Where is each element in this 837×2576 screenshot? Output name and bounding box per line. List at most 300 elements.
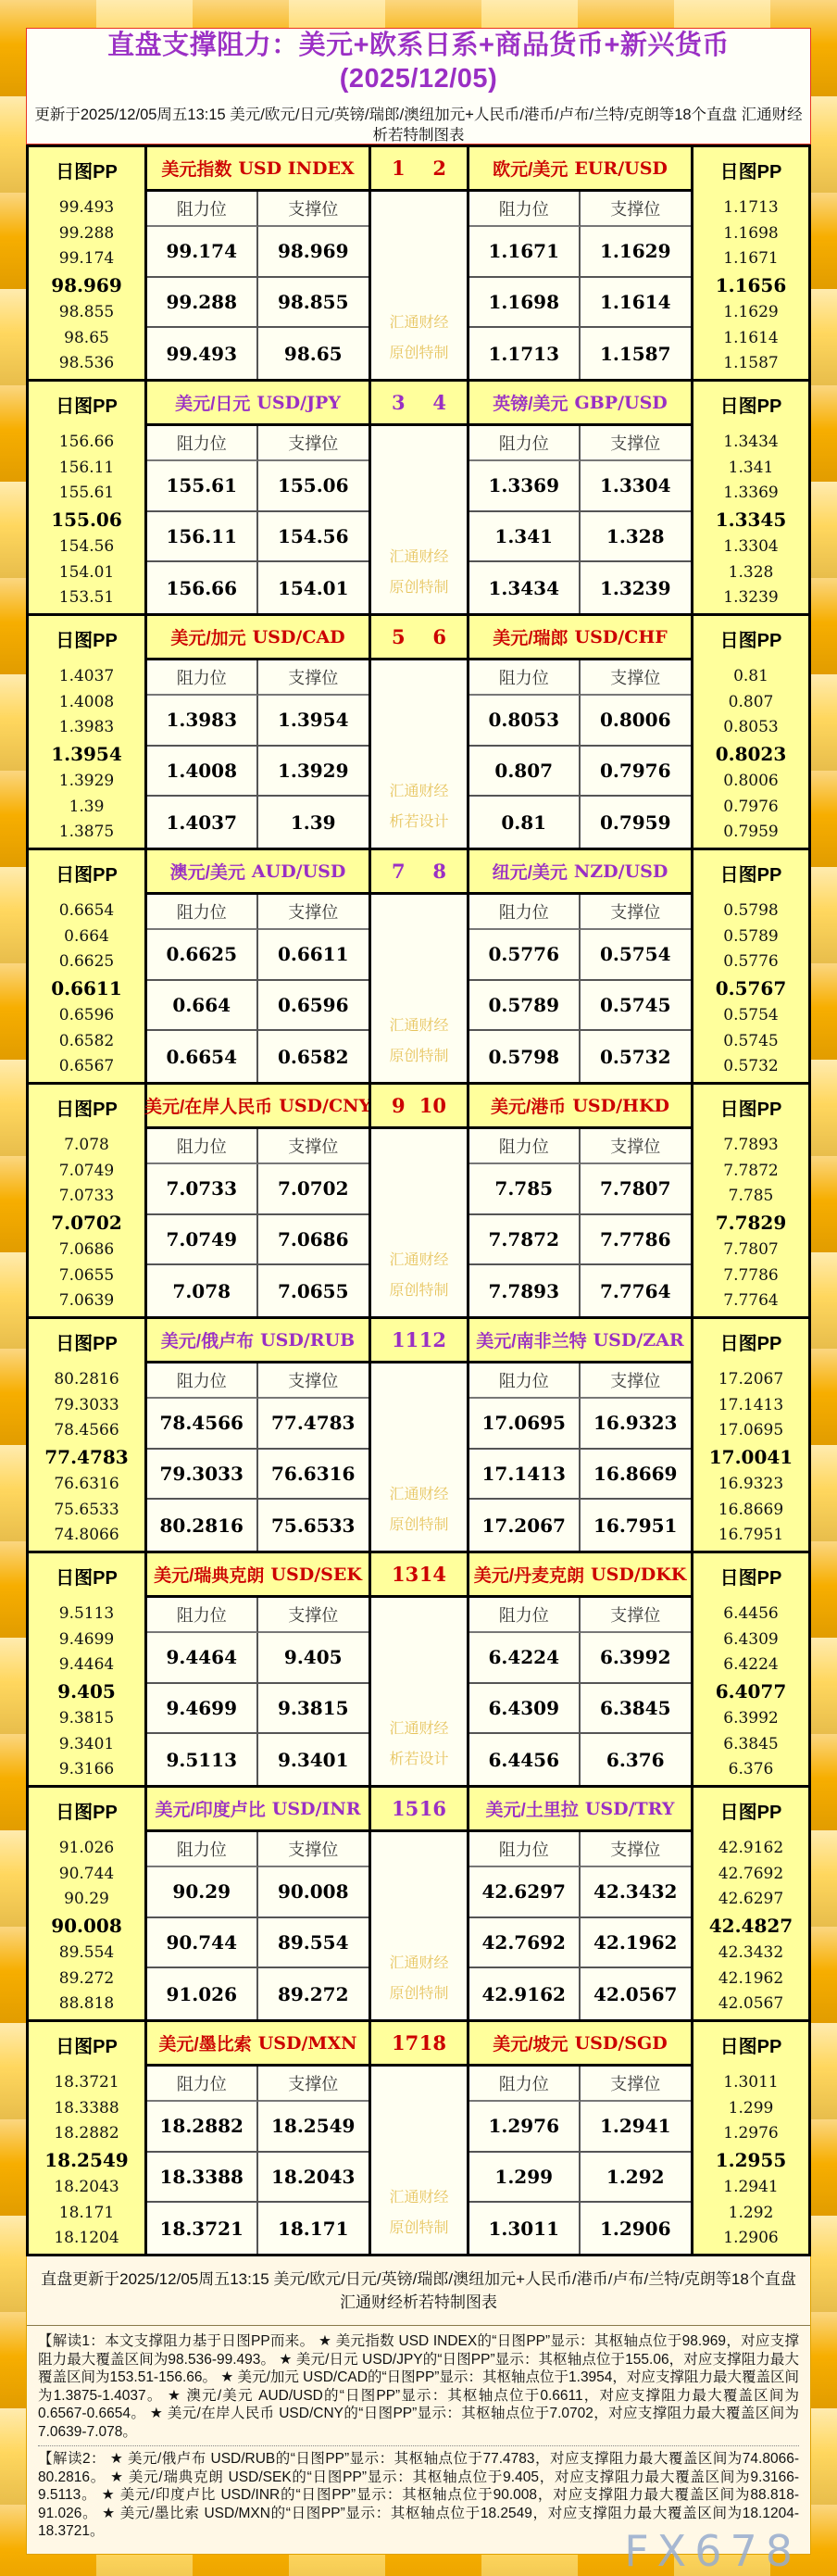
- support-column-header: 支撑位: [581, 192, 692, 227]
- pp-level-value: 98.855: [58, 303, 115, 322]
- pp-column-left: [29, 147, 144, 379]
- pp-level-value: 0.5798: [723, 901, 779, 921]
- pp-level-value: 1.3369: [723, 483, 779, 502]
- interpretation-divider: [38, 2445, 799, 2446]
- pair-index-body: [371, 660, 467, 848]
- support-column-header: 支撑位: [581, 1598, 692, 1633]
- pp-level-value: 18.2882: [54, 2123, 119, 2142]
- resistance-value: 7.0733: [147, 1164, 258, 1215]
- resistance-column-header: 阻力位: [147, 1129, 258, 1164]
- currency-pair-block: [29, 1785, 808, 2019]
- pp-level-value: 98.536: [58, 353, 115, 372]
- pp-level-value: 42.1962: [718, 1968, 784, 1988]
- pair-index-left: 1: [392, 157, 406, 180]
- currency-title: [147, 850, 369, 895]
- support-value: 18.171: [277, 2217, 349, 2240]
- support-value: 0.6582: [277, 1045, 349, 1068]
- support-value: 7.7807: [581, 1164, 692, 1215]
- pp-header-label: 日图PP: [719, 161, 782, 182]
- currency-table: [144, 147, 369, 379]
- currency-name-en: USD/TRY: [584, 1798, 675, 1819]
- pair-index-right: 18: [418, 2031, 446, 2055]
- pp-column-right: [691, 2022, 808, 2254]
- pair-index-body: [371, 1832, 467, 2019]
- support-resistance-grid: [469, 895, 691, 1082]
- pp-pivot-value: 7.0702: [51, 1212, 122, 1234]
- site-watermark-line: 原创特制: [389, 2220, 449, 2237]
- pp-level-value: 9.3401: [58, 1734, 115, 1753]
- pp-level-value: 6.4456: [723, 1604, 779, 1624]
- pair-index-body: [371, 426, 467, 613]
- pp-level-value: 16.7951: [718, 1525, 784, 1544]
- resistance-value: 91.026: [147, 1968, 258, 2019]
- currency-table: [467, 147, 691, 379]
- title-box: [26, 28, 811, 145]
- pp-level-value: 17.1413: [718, 1395, 784, 1414]
- support-value: 0.6596: [258, 981, 369, 1032]
- site-watermark-line: 原创特制: [389, 1283, 449, 1300]
- support-resistance-grid: [469, 2067, 691, 2254]
- resistance-value: 0.5798: [469, 1031, 581, 1082]
- currency-table: [467, 616, 691, 848]
- pp-level-value: 42.6297: [718, 1889, 784, 1908]
- support-resistance-grid: [147, 1598, 369, 1785]
- pp-level-value: 7.0733: [58, 1186, 115, 1205]
- currency-title: [469, 1085, 691, 1129]
- pp-level-list: [29, 1832, 144, 2019]
- pp-level-value: 1.299: [728, 2098, 774, 2117]
- pp-level-value: 6.3845: [723, 1734, 779, 1753]
- currency-name-cn: 美元指数: [161, 160, 232, 180]
- pp-level-value: 7.078: [64, 1136, 109, 1155]
- site-watermark: [371, 1479, 467, 1541]
- support-value: 0.5754: [581, 930, 692, 981]
- resistance-column-header: 阻力位: [147, 1598, 258, 1633]
- pair-index-header: [371, 1319, 467, 1363]
- pair-index-column: [369, 1788, 467, 2019]
- pp-column-right: [691, 1553, 808, 1785]
- pp-level-value: 17.2067: [718, 1370, 784, 1389]
- support-column-header: 支撑位: [258, 192, 369, 227]
- pp-level-value: 0.6654: [58, 901, 115, 921]
- site-watermark-line: 原创特制: [389, 1517, 449, 1534]
- pair-index-column: [369, 2022, 467, 2254]
- pp-header-label: 日图PP: [719, 396, 782, 417]
- support-resistance-grid: [469, 1598, 691, 1785]
- pp-level-value: 0.81: [733, 667, 768, 686]
- pp-level-value: 89.272: [58, 1968, 115, 1988]
- currency-name-cn: 美元/南非兰特: [476, 1332, 587, 1351]
- currency-name-cn: 纽元/美元: [492, 863, 568, 883]
- currency-name-cn: 美元/瑞典克朗: [154, 1566, 265, 1586]
- pp-level-value: 6.3992: [723, 1709, 779, 1728]
- resistance-value: 17.0695: [469, 1399, 581, 1450]
- interpretation-2: 【解读2： ★ 美元/俄卢布 USD/RUB的“日图PP”显示：其枢轴点位于77.4783，对应支撑阻力最大覆盖区间为74.8066-80.2816。 ★ 美元/瑞典克朗 USD/SEK的“日图PP”显示：其枢轴点位于9.405，对应支撑阻力最大覆盖区间为9.3166-9.5113。 ★ 美元/印度卢比 USD/INR的“日图PP”显示：其枢轴点位于90.008，对应支撑阻力最大覆盖区间为88.818-91.026。 ★ 美元/墨比索 USD/MXN的“日图PP”显示：其枢轴点位于18.2549，对应支撑阻力最大覆盖区间为18.1204-18.3721。: [38, 2451, 799, 2539]
- support-value: 7.0686: [258, 1215, 369, 1266]
- currency-name-cn: 美元/日元: [175, 395, 251, 414]
- support-resistance-grid: [469, 1129, 691, 1316]
- pp-header-label: 日图PP: [719, 1802, 782, 1823]
- pp-level-value: 154.01: [58, 562, 115, 582]
- resistance-column-header: 阻力位: [469, 1832, 581, 1867]
- pp-level-value: 7.7764: [723, 1290, 779, 1310]
- site-watermark-line: 汇通财经: [389, 783, 449, 799]
- pp-level-value: 76.6316: [54, 1475, 119, 1494]
- pair-index-left: 15: [392, 1797, 419, 1820]
- currency-title: [147, 2022, 369, 2067]
- pair-index-left: 17: [392, 2031, 419, 2055]
- pp-level-value: 7.7807: [723, 1240, 779, 1260]
- currency-name-en: USD/CNY: [279, 1095, 372, 1116]
- support-column-header: 支撑位: [258, 1129, 369, 1164]
- site-watermark: [371, 1011, 467, 1073]
- resistance-value: 1.4037: [147, 797, 258, 848]
- pp-level-list: [29, 2067, 144, 2254]
- support-value: 1.2941: [581, 2102, 692, 2153]
- pair-index-body: [371, 1598, 467, 1785]
- resistance-value: 18.2882: [147, 2102, 258, 2153]
- currency-table: [144, 382, 369, 613]
- support-resistance-grid: [147, 192, 369, 379]
- support-value: 0.5745: [581, 981, 692, 1032]
- site-watermark: [371, 776, 467, 838]
- pp-level-value: 6.4309: [723, 1629, 779, 1649]
- pp-level-value: 1.1629: [723, 303, 779, 322]
- currency-name-cn: 美元/印度卢比: [155, 1801, 266, 1820]
- pp-level-value: 0.664: [64, 926, 109, 946]
- pair-index-body: [371, 192, 467, 379]
- pp-column-left: [29, 1085, 144, 1316]
- pp-column-right: [691, 382, 808, 613]
- pp-pivot-value: 0.6611: [51, 977, 122, 999]
- pp-level-value: 156.11: [58, 458, 115, 477]
- resistance-value: 1.3011: [469, 2203, 581, 2254]
- resistance-value: 18.3721: [147, 2203, 258, 2254]
- support-column-header: 支撑位: [581, 2067, 692, 2102]
- pp-header-label: 日图PP: [719, 2036, 782, 2057]
- pp-column-left: [29, 850, 144, 1082]
- support-column-header: 支撑位: [258, 2067, 369, 2102]
- pp-level-value: 1.3304: [723, 537, 779, 557]
- pp-level-list: [693, 895, 808, 1082]
- support-value: 42.1962: [581, 1918, 692, 1969]
- currency-name-cn: 澳元/美元: [169, 863, 245, 883]
- resistance-value: 17.2067: [469, 1500, 581, 1551]
- resistance-value: 99.288: [147, 278, 258, 329]
- pp-level-value: 0.6567: [58, 1056, 115, 1075]
- support-value: 7.0702: [258, 1164, 369, 1215]
- pp-header-label: 日图PP: [56, 396, 118, 417]
- resistance-value: 155.61: [147, 461, 258, 512]
- pp-level-value: 17.0695: [718, 1420, 784, 1439]
- support-value: 9.405: [258, 1633, 369, 1684]
- resistance-column-header: 阻力位: [469, 1129, 581, 1164]
- resistance-column-header: 阻力位: [147, 1832, 258, 1867]
- pair-index-header: [371, 1085, 467, 1129]
- support-value: 0.6611: [258, 930, 369, 981]
- currency-title: [469, 2022, 691, 2067]
- currency-name-cn: 美元/丹麦克朗: [473, 1566, 585, 1586]
- support-value: 154.56: [258, 512, 369, 563]
- pair-index-column: [369, 616, 467, 848]
- currency-title: [469, 382, 691, 426]
- support-value: 98.855: [258, 278, 369, 329]
- resistance-column-header: 阻力位: [147, 1363, 258, 1399]
- support-value: 6.376: [606, 1748, 665, 1771]
- site-watermark: [371, 2182, 467, 2244]
- currency-pair-block: [29, 379, 808, 613]
- pp-level-value: 18.1204: [54, 2228, 119, 2247]
- pp-level-value: 1.341: [728, 458, 774, 477]
- site-watermark-line: 原创特制: [389, 1986, 449, 2003]
- pair-index-right: 2: [432, 157, 446, 180]
- resistance-value: 79.3033: [147, 1450, 258, 1501]
- resistance-value: 7.7893: [469, 1265, 581, 1316]
- pp-level-value: 1.1713: [723, 198, 779, 218]
- resistance-value: 1.3369: [469, 461, 581, 512]
- pp-pivot-value: 1.2955: [715, 2149, 787, 2171]
- support-value: 1.1614: [581, 278, 692, 329]
- resistance-column-header: 阻力位: [469, 2067, 581, 2102]
- pp-level-value: 6.4224: [723, 1654, 779, 1674]
- pair-index-right: 6: [432, 625, 446, 648]
- pp-level-value: 99.493: [58, 198, 115, 218]
- support-column-header: 支撑位: [581, 1363, 692, 1399]
- resistance-value: 90.29: [147, 1867, 258, 1918]
- pp-level-value: 75.6533: [54, 1500, 119, 1519]
- currency-name-cn: 美元/墨比索: [158, 2035, 252, 2055]
- pp-header-label: 日图PP: [56, 630, 118, 651]
- pp-level-value: 153.51: [58, 587, 115, 607]
- currency-title: [469, 850, 691, 895]
- support-value: 42.0567: [593, 1982, 678, 2005]
- support-value: 42.3432: [581, 1867, 692, 1918]
- resistance-value: 42.7692: [469, 1918, 581, 1969]
- pp-level-value: 1.3929: [58, 772, 115, 791]
- support-value: 154.01: [277, 576, 349, 599]
- page-title: 直盘支撑阻力：美元+欧系日系+商品货币+新兴货币(2025/12/05): [107, 30, 730, 94]
- support-value: 1.3304: [581, 461, 692, 512]
- resistance-value: 99.174: [147, 227, 258, 278]
- pp-level-value: 1.1614: [723, 328, 779, 347]
- pp-level-value: 16.8669: [718, 1500, 784, 1519]
- currency-name-en: USD/CAD: [252, 626, 345, 647]
- resistance-value: 18.3388: [147, 2153, 258, 2204]
- resistance-value: 6.4456: [469, 1734, 581, 1785]
- interpretation-1: 【解读1：本文支撑阻力基于日图PP而来。 ★ 美元指数 USD INDEX的“日图PP”显示：其枢轴点位于98.969，对应支撑阻力最大覆盖区间为98.536-99.493。 ★ 美元/日元 USD/JPY的“日图PP”显示：其枢轴点位于155.06，对应支撑阻力最大覆盖区间为153.51-156.66。 ★ 美元/加元 USD/CAD的“日图PP”显示：其枢轴点位于1.3954，对应支撑阻力最大覆盖区间为1.3875-1.4037。 ★ 澳元/美元 AUD/USD的“日图PP”显示：其枢轴点位于0.6611，对应支撑阻力最大覆盖区间为0.6567-0.6654。 ★ 美元/在岸人民币 USD/CNY的“日图PP”显示：其枢轴点位于7.0702，对应支撑阻力最大覆盖区间为7.0639-7.078。: [38, 2333, 799, 2440]
- pp-level-value: 1.1698: [723, 223, 779, 243]
- resistance-value: 7.7872: [469, 1215, 581, 1266]
- pp-level-value: 0.6625: [58, 951, 115, 971]
- pp-pivot-value: 1.1656: [715, 274, 787, 296]
- currency-table: [144, 1553, 369, 1785]
- pp-level-value: 6.376: [728, 1759, 774, 1778]
- support-resistance-grid: [147, 1129, 369, 1316]
- pp-level-value: 0.807: [728, 692, 774, 711]
- pp-pivot-value: 1.3954: [51, 743, 122, 765]
- pair-index-right: 10: [418, 1094, 446, 1117]
- pair-index-column: [369, 1553, 467, 1785]
- pp-column-right: [691, 1085, 808, 1316]
- pp-level-list: [693, 1129, 808, 1316]
- pp-level-value: 9.5113: [58, 1604, 115, 1624]
- pp-level-value: 42.7692: [718, 1864, 784, 1883]
- pp-level-list: [693, 2067, 808, 2254]
- pp-level-value: 9.3815: [58, 1709, 115, 1728]
- pp-column-right: [691, 147, 808, 379]
- support-value: 89.272: [277, 1982, 349, 2005]
- pp-level-list: [29, 1129, 144, 1316]
- currency-pair-block: [29, 1082, 808, 1316]
- currency-name-en: EUR/USD: [574, 157, 668, 179]
- pp-header-label: 日图PP: [56, 2036, 118, 2057]
- site-watermark-line: 析若设计: [389, 1752, 449, 1768]
- pair-index-right: 14: [418, 1563, 446, 1586]
- pp-level-list: [29, 660, 144, 848]
- currency-table: [467, 1553, 691, 1785]
- currency-pair-block: [29, 613, 808, 848]
- pp-level-value: 7.7893: [723, 1136, 779, 1155]
- pp-header-label: 日图PP: [56, 864, 118, 886]
- pp-pivot-value: 9.405: [57, 1680, 116, 1703]
- resistance-value: 80.2816: [147, 1500, 258, 1551]
- pp-pivot-value: 42.4827: [708, 1915, 793, 1937]
- pp-column-left: [29, 1553, 144, 1785]
- support-value: 7.7764: [599, 1279, 671, 1302]
- pair-index-header: [371, 616, 467, 660]
- support-resistance-grid: [147, 1363, 369, 1551]
- pp-level-value: 1.3983: [58, 717, 115, 736]
- pp-level-value: 9.4699: [58, 1629, 115, 1649]
- pair-index-left: 9: [392, 1094, 406, 1117]
- currency-title: [147, 1319, 369, 1363]
- resistance-value: 1.1698: [469, 278, 581, 329]
- pp-level-value: 91.026: [58, 1839, 115, 1858]
- support-value: 16.8669: [581, 1450, 692, 1501]
- currency-name-en: USD/ZAR: [593, 1329, 684, 1351]
- pp-level-value: 0.8053: [723, 717, 779, 736]
- support-value: 89.554: [258, 1918, 369, 1969]
- resistance-value: 0.8053: [469, 696, 581, 747]
- resistance-column-header: 阻力位: [469, 660, 581, 696]
- resistance-value: 9.5113: [147, 1734, 258, 1785]
- currency-name-cn: 英镑/美元: [493, 395, 568, 414]
- pp-level-value: 16.9323: [718, 1475, 784, 1494]
- pp-column-right: [691, 850, 808, 1082]
- pp-level-value: 9.3166: [58, 1759, 115, 1778]
- pp-pivot-value: 0.5767: [715, 977, 787, 999]
- pp-level-value: 90.744: [58, 1864, 115, 1883]
- support-value: 1.1629: [581, 227, 692, 278]
- support-column-header: 支撑位: [258, 1598, 369, 1633]
- support-value: 1.39: [290, 810, 336, 834]
- currency-name-cn: 美元/俄卢布: [160, 1332, 255, 1351]
- support-value: 0.7959: [599, 810, 671, 834]
- resistance-value: 1.1671: [469, 227, 581, 278]
- pp-level-value: 1.3875: [58, 822, 115, 841]
- pp-header-label: 日图PP: [719, 1567, 782, 1589]
- currency-name-cn: 欧元/美元: [493, 160, 568, 180]
- support-value: 9.3815: [258, 1684, 369, 1735]
- support-column-header: 支撑位: [258, 895, 369, 930]
- pp-level-list: [693, 192, 808, 379]
- currency-table: [144, 616, 369, 848]
- page-subtitle: 更新于2025/12/05周五13:15 美元/欧元/日元/英镑/瑞郎/澳纽加元+人民币/港币/卢布/兰特/克朗等18个直盘 汇通财经析若特制图表: [34, 107, 803, 145]
- resistance-column-header: 阻力位: [147, 426, 258, 461]
- pp-pivot-value: 6.4077: [715, 1680, 787, 1703]
- resistance-value: 7.078: [147, 1265, 258, 1316]
- resistance-value: 1.341: [469, 512, 581, 563]
- currency-name-cn: 美元/瑞郎: [493, 629, 568, 648]
- support-value: 1.2906: [599, 2217, 671, 2240]
- site-watermark: [371, 308, 467, 370]
- pp-level-value: 0.5745: [723, 1031, 779, 1050]
- pp-header-label: 日图PP: [56, 1567, 118, 1589]
- support-column-header: 支撑位: [581, 660, 692, 696]
- support-value: 18.2549: [258, 2102, 369, 2153]
- pp-level-value: 7.0655: [58, 1265, 115, 1285]
- pp-column-left: [29, 616, 144, 848]
- pp-level-value: 1.2976: [723, 2123, 779, 2142]
- support-value: 98.65: [283, 342, 343, 365]
- site-watermark-line: 汇通财经: [389, 314, 449, 331]
- resistance-value: 17.1413: [469, 1450, 581, 1501]
- resistance-column-header: 阻力位: [147, 2067, 258, 2102]
- pair-index-left: 3: [392, 391, 406, 414]
- pp-level-value: 1.3434: [723, 433, 779, 452]
- currency-pair-block: [29, 848, 808, 1082]
- support-column-header: 支撑位: [581, 1129, 692, 1164]
- support-column-header: 支撑位: [258, 1363, 369, 1399]
- support-resistance-grid: [469, 426, 691, 613]
- resistance-value: 6.4309: [469, 1684, 581, 1735]
- resistance-value: 90.744: [147, 1918, 258, 1969]
- pp-level-value: 0.8006: [723, 772, 779, 791]
- pp-level-value: 0.5732: [723, 1056, 779, 1075]
- currency-table: [144, 1788, 369, 2019]
- support-resistance-grid: [469, 1363, 691, 1551]
- resistance-value: 42.6297: [469, 1867, 581, 1918]
- pp-level-value: 0.6582: [58, 1031, 115, 1050]
- currency-table: [467, 1319, 691, 1551]
- pp-column-right: [691, 1319, 808, 1551]
- support-value: 16.7951: [593, 1514, 678, 1537]
- currency-title: [469, 1553, 691, 1598]
- site-watermark-line: 汇通财经: [389, 1486, 449, 1502]
- currency-table: [144, 1319, 369, 1551]
- currency-title: [469, 147, 691, 192]
- bottom-box: [26, 2256, 811, 2576]
- pp-column-right: [691, 616, 808, 848]
- resistance-value: 1.1713: [469, 328, 581, 379]
- pp-level-value: 0.7976: [723, 797, 779, 816]
- currency-name-en: GBP/USD: [574, 392, 668, 413]
- currency-table: [467, 1085, 691, 1316]
- support-value: 1.328: [581, 512, 692, 563]
- fx678-brand-watermark: FX678: [624, 2526, 801, 2576]
- currency-table: [467, 2022, 691, 2254]
- support-value: 75.6533: [271, 1514, 356, 1537]
- currency-name-en: USD/SGD: [574, 2032, 668, 2054]
- pp-header-label: 日图PP: [719, 630, 782, 651]
- pair-index-header: [371, 382, 467, 426]
- support-value: 1.292: [581, 2153, 692, 2204]
- resistance-value: 42.9162: [469, 1968, 581, 2019]
- currency-name-en: USD/SEK: [270, 1564, 362, 1585]
- currency-table: [144, 850, 369, 1082]
- support-value: 0.7976: [581, 747, 692, 798]
- currency-title: [147, 616, 369, 660]
